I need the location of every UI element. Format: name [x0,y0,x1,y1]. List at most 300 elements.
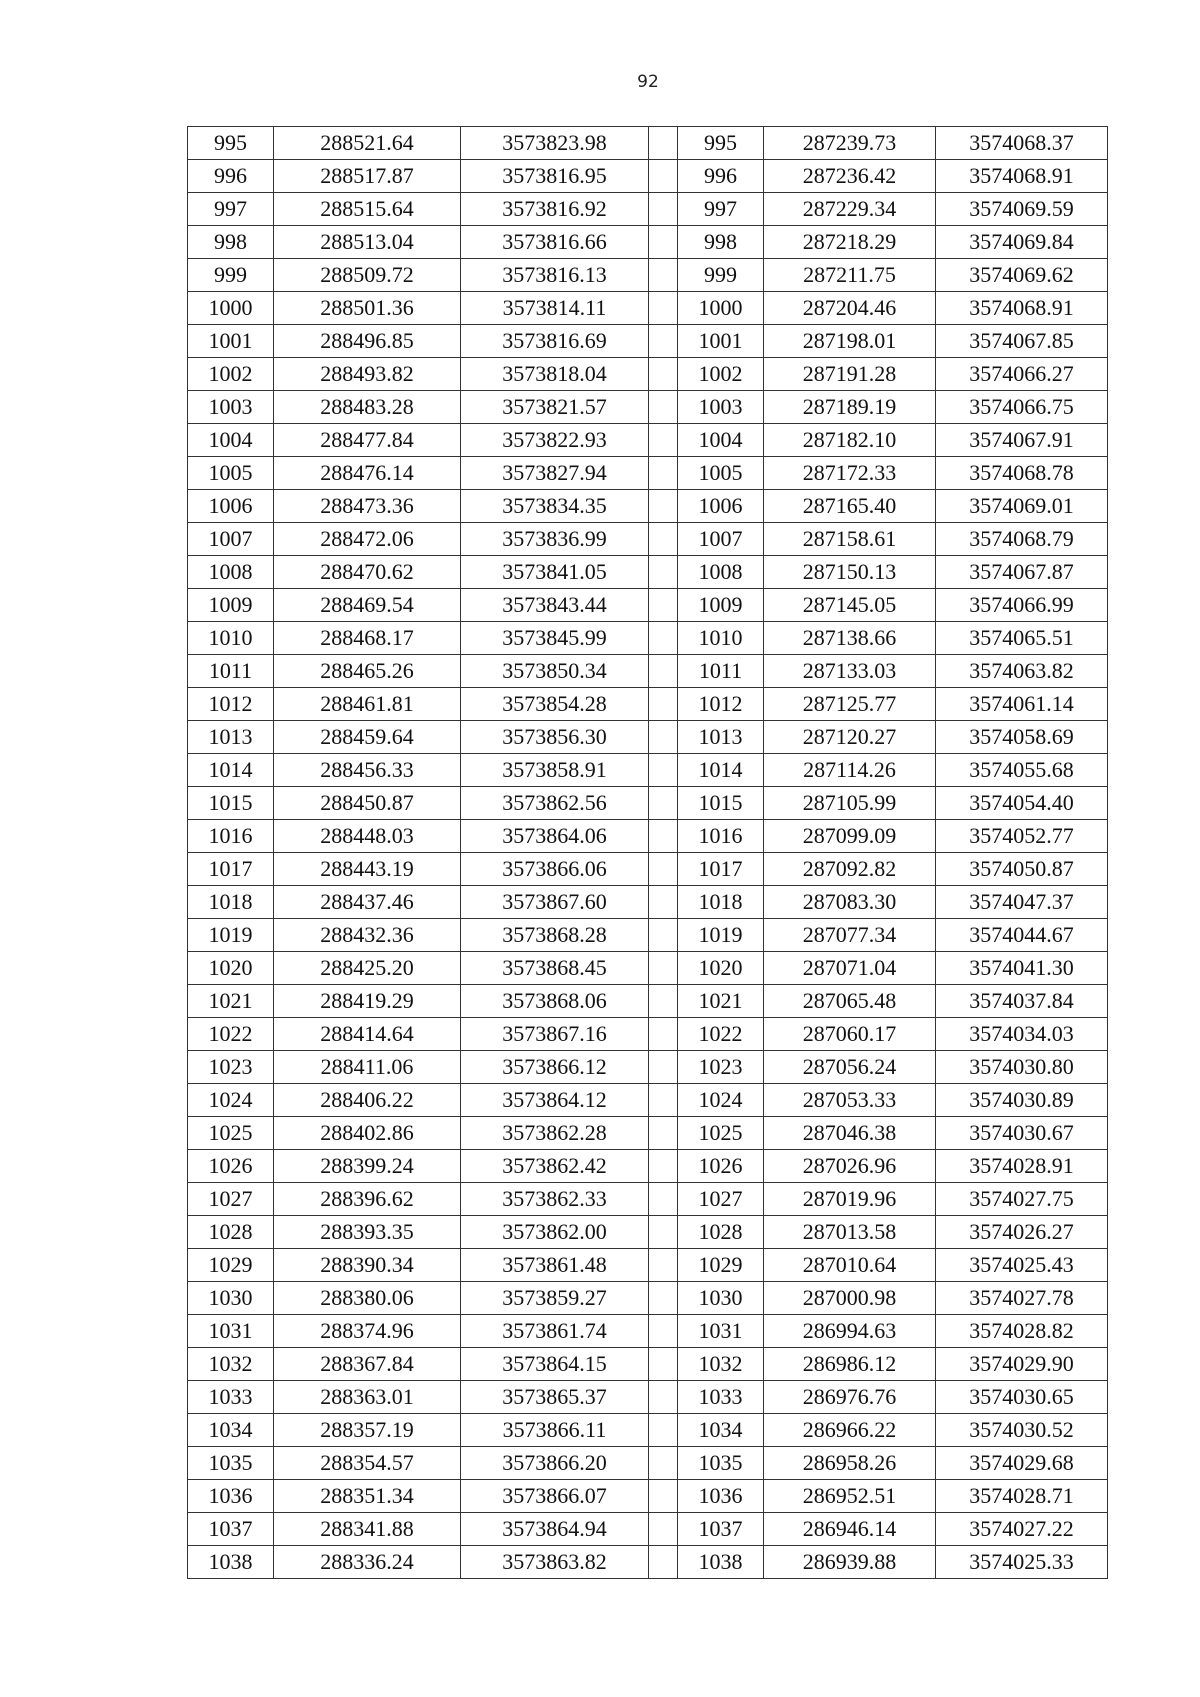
right-x-coordinate-cell: 287083.30 [764,886,936,919]
left-y-coordinate-cell: 3573861.48 [461,1249,649,1282]
left-y-coordinate-cell: 3573866.20 [461,1447,649,1480]
table-row [188,325,1108,358]
left-x-coordinate-cell: 288437.46 [274,886,461,919]
right-x-coordinate-cell: 287204.46 [764,292,936,325]
right-y-coordinate-cell: 3574027.22 [936,1513,1108,1546]
right-point-id-cell: 1028 [678,1216,764,1249]
left-x-coordinate-cell: 288374.96 [274,1315,461,1348]
right-y-coordinate-cell: 3574066.75 [936,391,1108,424]
right-point-id-cell: 1029 [678,1249,764,1282]
right-x-coordinate-cell: 287099.09 [764,820,936,853]
left-y-coordinate-cell: 3573816.66 [461,226,649,259]
left-x-coordinate-cell: 288473.36 [274,490,461,523]
right-x-coordinate-cell: 286994.63 [764,1315,936,1348]
left-point-id-cell: 1030 [188,1282,274,1315]
right-x-coordinate-cell: 287092.82 [764,853,936,886]
left-y-coordinate-cell: 3573841.05 [461,556,649,589]
right-x-coordinate-cell: 286976.76 [764,1381,936,1414]
left-point-id-cell: 999 [188,259,274,292]
left-y-coordinate-cell: 3573818.04 [461,358,649,391]
right-point-id-cell: 1019 [678,919,764,952]
blank-separator-cell [649,523,678,556]
table-row [188,1249,1108,1282]
left-y-coordinate-cell: 3573866.07 [461,1480,649,1513]
right-x-coordinate-cell: 287105.99 [764,787,936,820]
left-point-id-cell: 1031 [188,1315,274,1348]
right-x-coordinate-cell: 287165.40 [764,490,936,523]
right-x-coordinate-cell: 287218.29 [764,226,936,259]
left-y-coordinate-cell: 3573865.37 [461,1381,649,1414]
left-point-id-cell: 1034 [188,1414,274,1447]
right-y-coordinate-cell: 3574050.87 [936,853,1108,886]
left-y-coordinate-cell: 3573854.28 [461,688,649,721]
blank-separator-cell [649,1084,678,1117]
left-x-coordinate-cell: 288477.84 [274,424,461,457]
blank-separator-cell [649,127,678,160]
right-y-coordinate-cell: 3574047.37 [936,886,1108,919]
left-x-coordinate-cell: 288414.64 [274,1018,461,1051]
blank-separator-cell [649,160,678,193]
left-y-coordinate-cell: 3573861.74 [461,1315,649,1348]
right-x-coordinate-cell: 287236.42 [764,160,936,193]
right-x-coordinate-cell: 287145.05 [764,589,936,622]
right-point-id-cell: 1032 [678,1348,764,1381]
blank-separator-cell [649,1348,678,1381]
right-y-coordinate-cell: 3574026.27 [936,1216,1108,1249]
left-x-coordinate-cell: 288402.86 [274,1117,461,1150]
right-point-id-cell: 1000 [678,292,764,325]
right-x-coordinate-cell: 286986.12 [764,1348,936,1381]
right-x-coordinate-cell: 287053.33 [764,1084,936,1117]
table-row [188,292,1108,325]
left-x-coordinate-cell: 288501.36 [274,292,461,325]
table-row [188,688,1108,721]
right-point-id-cell: 1038 [678,1546,764,1579]
blank-separator-cell [649,556,678,589]
right-point-id-cell: 1007 [678,523,764,556]
left-y-coordinate-cell: 3573868.06 [461,985,649,1018]
left-point-id-cell: 1010 [188,622,274,655]
left-point-id-cell: 1007 [188,523,274,556]
blank-separator-cell [649,655,678,688]
left-point-id-cell: 997 [188,193,274,226]
table-row [188,985,1108,1018]
blank-separator-cell [649,1117,678,1150]
table-row [188,1546,1108,1579]
left-x-coordinate-cell: 288354.57 [274,1447,461,1480]
right-point-id-cell: 1021 [678,985,764,1018]
right-y-coordinate-cell: 3574067.91 [936,424,1108,457]
right-x-coordinate-cell: 287198.01 [764,325,936,358]
right-y-coordinate-cell: 3574041.30 [936,952,1108,985]
table-row [188,1051,1108,1084]
right-point-id-cell: 996 [678,160,764,193]
left-x-coordinate-cell: 288459.64 [274,721,461,754]
left-y-coordinate-cell: 3573864.94 [461,1513,649,1546]
left-y-coordinate-cell: 3573816.92 [461,193,649,226]
left-y-coordinate-cell: 3573864.12 [461,1084,649,1117]
left-x-coordinate-cell: 288425.20 [274,952,461,985]
right-point-id-cell: 1025 [678,1117,764,1150]
right-x-coordinate-cell: 287071.04 [764,952,936,985]
left-y-coordinate-cell: 3573850.34 [461,655,649,688]
right-y-coordinate-cell: 3574067.85 [936,325,1108,358]
right-x-coordinate-cell: 287133.03 [764,655,936,688]
left-x-coordinate-cell: 288443.19 [274,853,461,886]
table-row [188,1282,1108,1315]
table-row [188,556,1108,589]
left-point-id-cell: 1013 [188,721,274,754]
blank-separator-cell [649,1447,678,1480]
table-row [188,358,1108,391]
table-row [188,193,1108,226]
right-point-id-cell: 1015 [678,787,764,820]
blank-separator-cell [649,919,678,952]
right-y-coordinate-cell: 3574029.68 [936,1447,1108,1480]
table-row [188,820,1108,853]
right-x-coordinate-cell: 286966.22 [764,1414,936,1447]
left-x-coordinate-cell: 288341.88 [274,1513,461,1546]
left-point-id-cell: 1004 [188,424,274,457]
left-y-coordinate-cell: 3573845.99 [461,622,649,655]
left-y-coordinate-cell: 3573858.91 [461,754,649,787]
coordinates-table [187,126,1108,1579]
left-y-coordinate-cell: 3573836.99 [461,523,649,556]
right-point-id-cell: 1017 [678,853,764,886]
right-x-coordinate-cell: 287158.61 [764,523,936,556]
right-y-coordinate-cell: 3574066.99 [936,589,1108,622]
table-row [188,1150,1108,1183]
right-point-id-cell: 1010 [678,622,764,655]
right-x-coordinate-cell: 287150.13 [764,556,936,589]
right-point-id-cell: 1001 [678,325,764,358]
left-y-coordinate-cell: 3573862.28 [461,1117,649,1150]
blank-separator-cell [649,1150,678,1183]
left-point-id-cell: 1017 [188,853,274,886]
blank-separator-cell [649,325,678,358]
right-y-coordinate-cell: 3574029.90 [936,1348,1108,1381]
right-y-coordinate-cell: 3574030.80 [936,1051,1108,1084]
table-row [188,259,1108,292]
left-x-coordinate-cell: 288468.17 [274,622,461,655]
left-y-coordinate-cell: 3573843.44 [461,589,649,622]
right-y-coordinate-cell: 3574066.27 [936,358,1108,391]
right-point-id-cell: 1020 [678,952,764,985]
blank-separator-cell [649,424,678,457]
left-point-id-cell: 998 [188,226,274,259]
blank-separator-cell [649,985,678,1018]
left-point-id-cell: 1032 [188,1348,274,1381]
left-x-coordinate-cell: 288461.81 [274,688,461,721]
blank-separator-cell [649,226,678,259]
right-x-coordinate-cell: 287229.34 [764,193,936,226]
right-x-coordinate-cell: 286946.14 [764,1513,936,1546]
left-point-id-cell: 1002 [188,358,274,391]
left-point-id-cell: 1024 [188,1084,274,1117]
right-point-id-cell: 1013 [678,721,764,754]
table-row [188,1216,1108,1249]
left-y-coordinate-cell: 3573834.35 [461,490,649,523]
table-row [188,1513,1108,1546]
right-y-coordinate-cell: 3574027.78 [936,1282,1108,1315]
right-y-coordinate-cell: 3574025.33 [936,1546,1108,1579]
table-row [188,1414,1108,1447]
right-point-id-cell: 998 [678,226,764,259]
left-point-id-cell: 1018 [188,886,274,919]
left-x-coordinate-cell: 288509.72 [274,259,461,292]
left-point-id-cell: 1022 [188,1018,274,1051]
right-point-id-cell: 1035 [678,1447,764,1480]
table-row [188,589,1108,622]
left-y-coordinate-cell: 3573816.95 [461,160,649,193]
right-y-coordinate-cell: 3574054.40 [936,787,1108,820]
right-x-coordinate-cell: 287077.34 [764,919,936,952]
blank-separator-cell [649,1546,678,1579]
blank-separator-cell [649,1051,678,1084]
left-point-id-cell: 1015 [188,787,274,820]
left-x-coordinate-cell: 288351.34 [274,1480,461,1513]
blank-separator-cell [649,754,678,787]
left-x-coordinate-cell: 288406.22 [274,1084,461,1117]
left-point-id-cell: 996 [188,160,274,193]
left-point-id-cell: 995 [188,127,274,160]
left-point-id-cell: 1025 [188,1117,274,1150]
right-point-id-cell: 1027 [678,1183,764,1216]
left-point-id-cell: 1016 [188,820,274,853]
right-x-coordinate-cell: 287026.96 [764,1150,936,1183]
left-x-coordinate-cell: 288483.28 [274,391,461,424]
right-x-coordinate-cell: 287000.98 [764,1282,936,1315]
right-point-id-cell: 1003 [678,391,764,424]
right-y-coordinate-cell: 3574068.79 [936,523,1108,556]
right-x-coordinate-cell: 287060.17 [764,1018,936,1051]
right-point-id-cell: 1014 [678,754,764,787]
right-x-coordinate-cell: 287191.28 [764,358,936,391]
left-x-coordinate-cell: 288448.03 [274,820,461,853]
table-row [188,457,1108,490]
blank-separator-cell [649,787,678,820]
left-y-coordinate-cell: 3573864.06 [461,820,649,853]
left-y-coordinate-cell: 3573823.98 [461,127,649,160]
right-y-coordinate-cell: 3574030.65 [936,1381,1108,1414]
left-point-id-cell: 1011 [188,655,274,688]
left-x-coordinate-cell: 288411.06 [274,1051,461,1084]
left-point-id-cell: 1000 [188,292,274,325]
right-x-coordinate-cell: 287065.48 [764,985,936,1018]
right-point-id-cell: 1022 [678,1018,764,1051]
left-x-coordinate-cell: 288470.62 [274,556,461,589]
left-x-coordinate-cell: 288336.24 [274,1546,461,1579]
left-x-coordinate-cell: 288469.54 [274,589,461,622]
left-y-coordinate-cell: 3573868.28 [461,919,649,952]
right-x-coordinate-cell: 287056.24 [764,1051,936,1084]
right-point-id-cell: 999 [678,259,764,292]
blank-separator-cell [649,853,678,886]
table-row [188,523,1108,556]
left-y-coordinate-cell: 3573862.56 [461,787,649,820]
right-y-coordinate-cell: 3574068.91 [936,292,1108,325]
blank-separator-cell [649,820,678,853]
left-point-id-cell: 1020 [188,952,274,985]
left-point-id-cell: 1008 [188,556,274,589]
left-x-coordinate-cell: 288476.14 [274,457,461,490]
left-y-coordinate-cell: 3573862.42 [461,1150,649,1183]
right-y-coordinate-cell: 3574067.87 [936,556,1108,589]
blank-separator-cell [649,1513,678,1546]
left-y-coordinate-cell: 3573863.82 [461,1546,649,1579]
table-row [188,1018,1108,1051]
right-y-coordinate-cell: 3574069.59 [936,193,1108,226]
left-point-id-cell: 1033 [188,1381,274,1414]
right-y-coordinate-cell: 3574052.77 [936,820,1108,853]
right-x-coordinate-cell: 287138.66 [764,622,936,655]
table-row [188,160,1108,193]
blank-separator-cell [649,1216,678,1249]
left-x-coordinate-cell: 288380.06 [274,1282,461,1315]
left-x-coordinate-cell: 288493.82 [274,358,461,391]
left-x-coordinate-cell: 288513.04 [274,226,461,259]
left-x-coordinate-cell: 288399.24 [274,1150,461,1183]
right-y-coordinate-cell: 3574063.82 [936,655,1108,688]
left-y-coordinate-cell: 3573862.33 [461,1183,649,1216]
right-point-id-cell: 1011 [678,655,764,688]
right-point-id-cell: 1004 [678,424,764,457]
left-point-id-cell: 1006 [188,490,274,523]
table-row [188,952,1108,985]
table-row [188,886,1108,919]
table-row [188,1315,1108,1348]
right-point-id-cell: 1016 [678,820,764,853]
right-y-coordinate-cell: 3574028.82 [936,1315,1108,1348]
left-x-coordinate-cell: 288472.06 [274,523,461,556]
right-point-id-cell: 1005 [678,457,764,490]
left-point-id-cell: 1003 [188,391,274,424]
left-x-coordinate-cell: 288515.64 [274,193,461,226]
left-point-id-cell: 1001 [188,325,274,358]
table-row [188,127,1108,160]
right-x-coordinate-cell: 287114.26 [764,754,936,787]
blank-separator-cell [649,1480,678,1513]
left-y-coordinate-cell: 3573866.06 [461,853,649,886]
left-point-id-cell: 1038 [188,1546,274,1579]
left-x-coordinate-cell: 288393.35 [274,1216,461,1249]
left-x-coordinate-cell: 288456.33 [274,754,461,787]
right-point-id-cell: 1033 [678,1381,764,1414]
left-y-coordinate-cell: 3573827.94 [461,457,649,490]
blank-separator-cell [649,622,678,655]
left-y-coordinate-cell: 3573816.69 [461,325,649,358]
left-x-coordinate-cell: 288521.64 [274,127,461,160]
right-y-coordinate-cell: 3574058.69 [936,721,1108,754]
right-y-coordinate-cell: 3574044.67 [936,919,1108,952]
left-x-coordinate-cell: 288367.84 [274,1348,461,1381]
right-point-id-cell: 1026 [678,1150,764,1183]
blank-separator-cell [649,1381,678,1414]
table-row [188,1183,1108,1216]
left-y-coordinate-cell: 3573816.13 [461,259,649,292]
left-point-id-cell: 1023 [188,1051,274,1084]
table-row [188,1447,1108,1480]
left-y-coordinate-cell: 3573859.27 [461,1282,649,1315]
left-y-coordinate-cell: 3573867.60 [461,886,649,919]
right-y-coordinate-cell: 3574065.51 [936,622,1108,655]
left-point-id-cell: 1036 [188,1480,274,1513]
right-y-coordinate-cell: 3574069.84 [936,226,1108,259]
table-row [188,754,1108,787]
table-row [188,1381,1108,1414]
page-number: 92 [637,72,659,92]
left-x-coordinate-cell: 288396.62 [274,1183,461,1216]
right-x-coordinate-cell: 286939.88 [764,1546,936,1579]
left-x-coordinate-cell: 288419.29 [274,985,461,1018]
right-x-coordinate-cell: 287189.19 [764,391,936,424]
left-x-coordinate-cell: 288496.85 [274,325,461,358]
left-y-coordinate-cell: 3573867.16 [461,1018,649,1051]
left-x-coordinate-cell: 288517.87 [274,160,461,193]
blank-separator-cell [649,952,678,985]
table-row [188,1117,1108,1150]
right-point-id-cell: 1034 [678,1414,764,1447]
right-y-coordinate-cell: 3574028.71 [936,1480,1108,1513]
left-point-id-cell: 1028 [188,1216,274,1249]
right-y-coordinate-cell: 3574069.62 [936,259,1108,292]
left-point-id-cell: 1026 [188,1150,274,1183]
right-x-coordinate-cell: 287120.27 [764,721,936,754]
left-y-coordinate-cell: 3573862.00 [461,1216,649,1249]
blank-separator-cell [649,1282,678,1315]
right-x-coordinate-cell: 287211.75 [764,259,936,292]
right-x-coordinate-cell: 286952.51 [764,1480,936,1513]
left-x-coordinate-cell: 288465.26 [274,655,461,688]
right-point-id-cell: 1006 [678,490,764,523]
right-point-id-cell: 1009 [678,589,764,622]
right-y-coordinate-cell: 3574030.67 [936,1117,1108,1150]
left-y-coordinate-cell: 3573856.30 [461,721,649,754]
table-row [188,721,1108,754]
coordinates-table-body [188,127,1108,1579]
right-y-coordinate-cell: 3574027.75 [936,1183,1108,1216]
left-point-id-cell: 1005 [188,457,274,490]
left-x-coordinate-cell: 288432.36 [274,919,461,952]
blank-separator-cell [649,259,678,292]
blank-separator-cell [649,1414,678,1447]
table-row [188,787,1108,820]
left-y-coordinate-cell: 3573868.45 [461,952,649,985]
blank-separator-cell [649,688,678,721]
right-y-coordinate-cell: 3574037.84 [936,985,1108,1018]
table-row [188,490,1108,523]
right-x-coordinate-cell: 287125.77 [764,688,936,721]
right-y-coordinate-cell: 3574069.01 [936,490,1108,523]
right-y-coordinate-cell: 3574030.52 [936,1414,1108,1447]
left-point-id-cell: 1014 [188,754,274,787]
blank-separator-cell [649,292,678,325]
left-point-id-cell: 1029 [188,1249,274,1282]
right-y-coordinate-cell: 3574025.43 [936,1249,1108,1282]
right-y-coordinate-cell: 3574068.78 [936,457,1108,490]
right-point-id-cell: 1024 [678,1084,764,1117]
left-point-id-cell: 1009 [188,589,274,622]
blank-separator-cell [649,1018,678,1051]
right-point-id-cell: 995 [678,127,764,160]
left-y-coordinate-cell: 3573821.57 [461,391,649,424]
right-x-coordinate-cell: 287239.73 [764,127,936,160]
blank-separator-cell [649,886,678,919]
right-y-coordinate-cell: 3574030.89 [936,1084,1108,1117]
left-point-id-cell: 1037 [188,1513,274,1546]
right-x-coordinate-cell: 287019.96 [764,1183,936,1216]
right-x-coordinate-cell: 287010.64 [764,1249,936,1282]
